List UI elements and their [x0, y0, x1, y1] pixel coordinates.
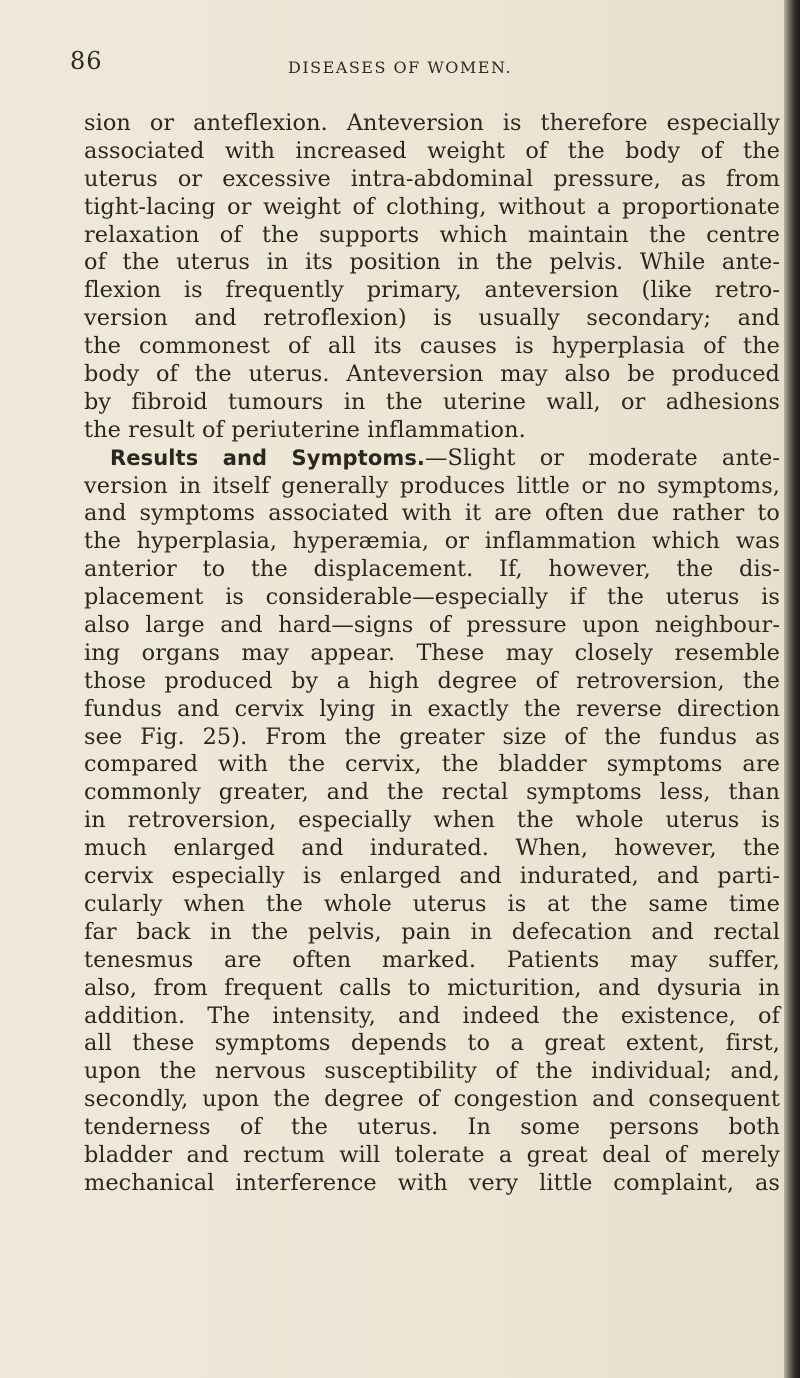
text-line: the hyperplasia, hyperæmia, or inflammation which was [84, 528, 780, 555]
section-heading: Results and Symptoms. [110, 445, 426, 470]
text-line: associated with increased weight of the body of the [84, 137, 780, 164]
text-line: sion or anteflexion. Anteversion is therefore especially [84, 110, 780, 136]
text-line: flexion is frequently primary, anteversion (like retro- [84, 277, 780, 304]
text-line: anterior to the displacement. If, however, the dis- [84, 556, 780, 583]
text-line: those produced by a high degree of retroversion, the [84, 667, 780, 694]
text-line: the commonest of all its causes is hyperplasia of the [84, 333, 780, 360]
text-line: version and retroflexion) is usually secondary; and [84, 305, 780, 332]
text-line: uterus or excessive intra-abdominal pressure, as from [84, 165, 780, 192]
text-line: mechanical interference with very little complaint, as [84, 1169, 780, 1196]
text-line: see Fig. 25). From the greater size of the fundus as [84, 723, 780, 750]
text-line: relaxation of the supports which maintain the centre [84, 221, 780, 248]
section-first-line [84, 445, 780, 473]
text-line: upon the nervous susceptibility of the individual; and, [84, 1058, 780, 1085]
text-line: in retroversion, especially when the whole uterus is [84, 807, 780, 834]
running-head: DISEASES OF WOMEN. [287, 58, 513, 77]
text-line: cervix especially is enlarged and indurated, and parti- [84, 863, 780, 890]
text-line: fundus and cervix lying in exactly the reverse direction [84, 695, 780, 722]
text-line: commonly greater, and the rectal symptoms less, than [84, 779, 780, 806]
book-binding-edge [784, 0, 800, 1378]
text-line: much enlarged and indurated. When, however, the [84, 835, 780, 862]
body-text [84, 110, 780, 1198]
text-line: tight-lacing or weight of clothing, without a proportionate [84, 193, 780, 220]
text-line: compared with the cervix, the bladder symptoms are [84, 751, 780, 778]
text-line: ing organs may appear. These may closely resemble [84, 639, 780, 666]
text-line: version in itself generally produces little or no symptoms, [84, 472, 780, 499]
text-line: also, from frequent calls to micturition, and dysuria in [84, 974, 780, 1001]
text-line: placement is considerable—especially if the uterus is [84, 584, 780, 611]
text-line: by fibroid tumours in the uterine wall, or adhesions [84, 388, 780, 415]
section-first-line-text: —Slight or moderate ante- [425, 444, 780, 471]
text-line: and symptoms associated with it are often due rather to [84, 500, 780, 527]
text-line: the result of periuterine inflammation. [84, 416, 526, 443]
text-line: all these symptoms depends to a great extent, first, [84, 1030, 780, 1057]
text-line: far back in the pelvis, pain in defecation and rectal [84, 918, 780, 945]
text-line: cularly when the whole uterus is at the same time [84, 890, 780, 917]
text-line: body of the uterus. Anteversion may also be produced [84, 361, 780, 388]
text-line: tenesmus are often marked. Patients may suffer, [84, 946, 780, 973]
text-line: also large and hard—signs of pressure upon neighbour- [84, 612, 780, 639]
text-line: bladder and rectum will tolerate a great deal of merely [84, 1141, 780, 1168]
text-line: of the uterus in its position in the pelvis. While ante- [84, 249, 780, 276]
text-line: tenderness of the uterus. In some persons both [84, 1114, 780, 1141]
page-number: 86 [70, 47, 103, 75]
text-line: secondly, upon the degree of congestion and consequent [84, 1086, 780, 1113]
text-line: addition. The intensity, and indeed the existence, of [84, 1002, 780, 1029]
